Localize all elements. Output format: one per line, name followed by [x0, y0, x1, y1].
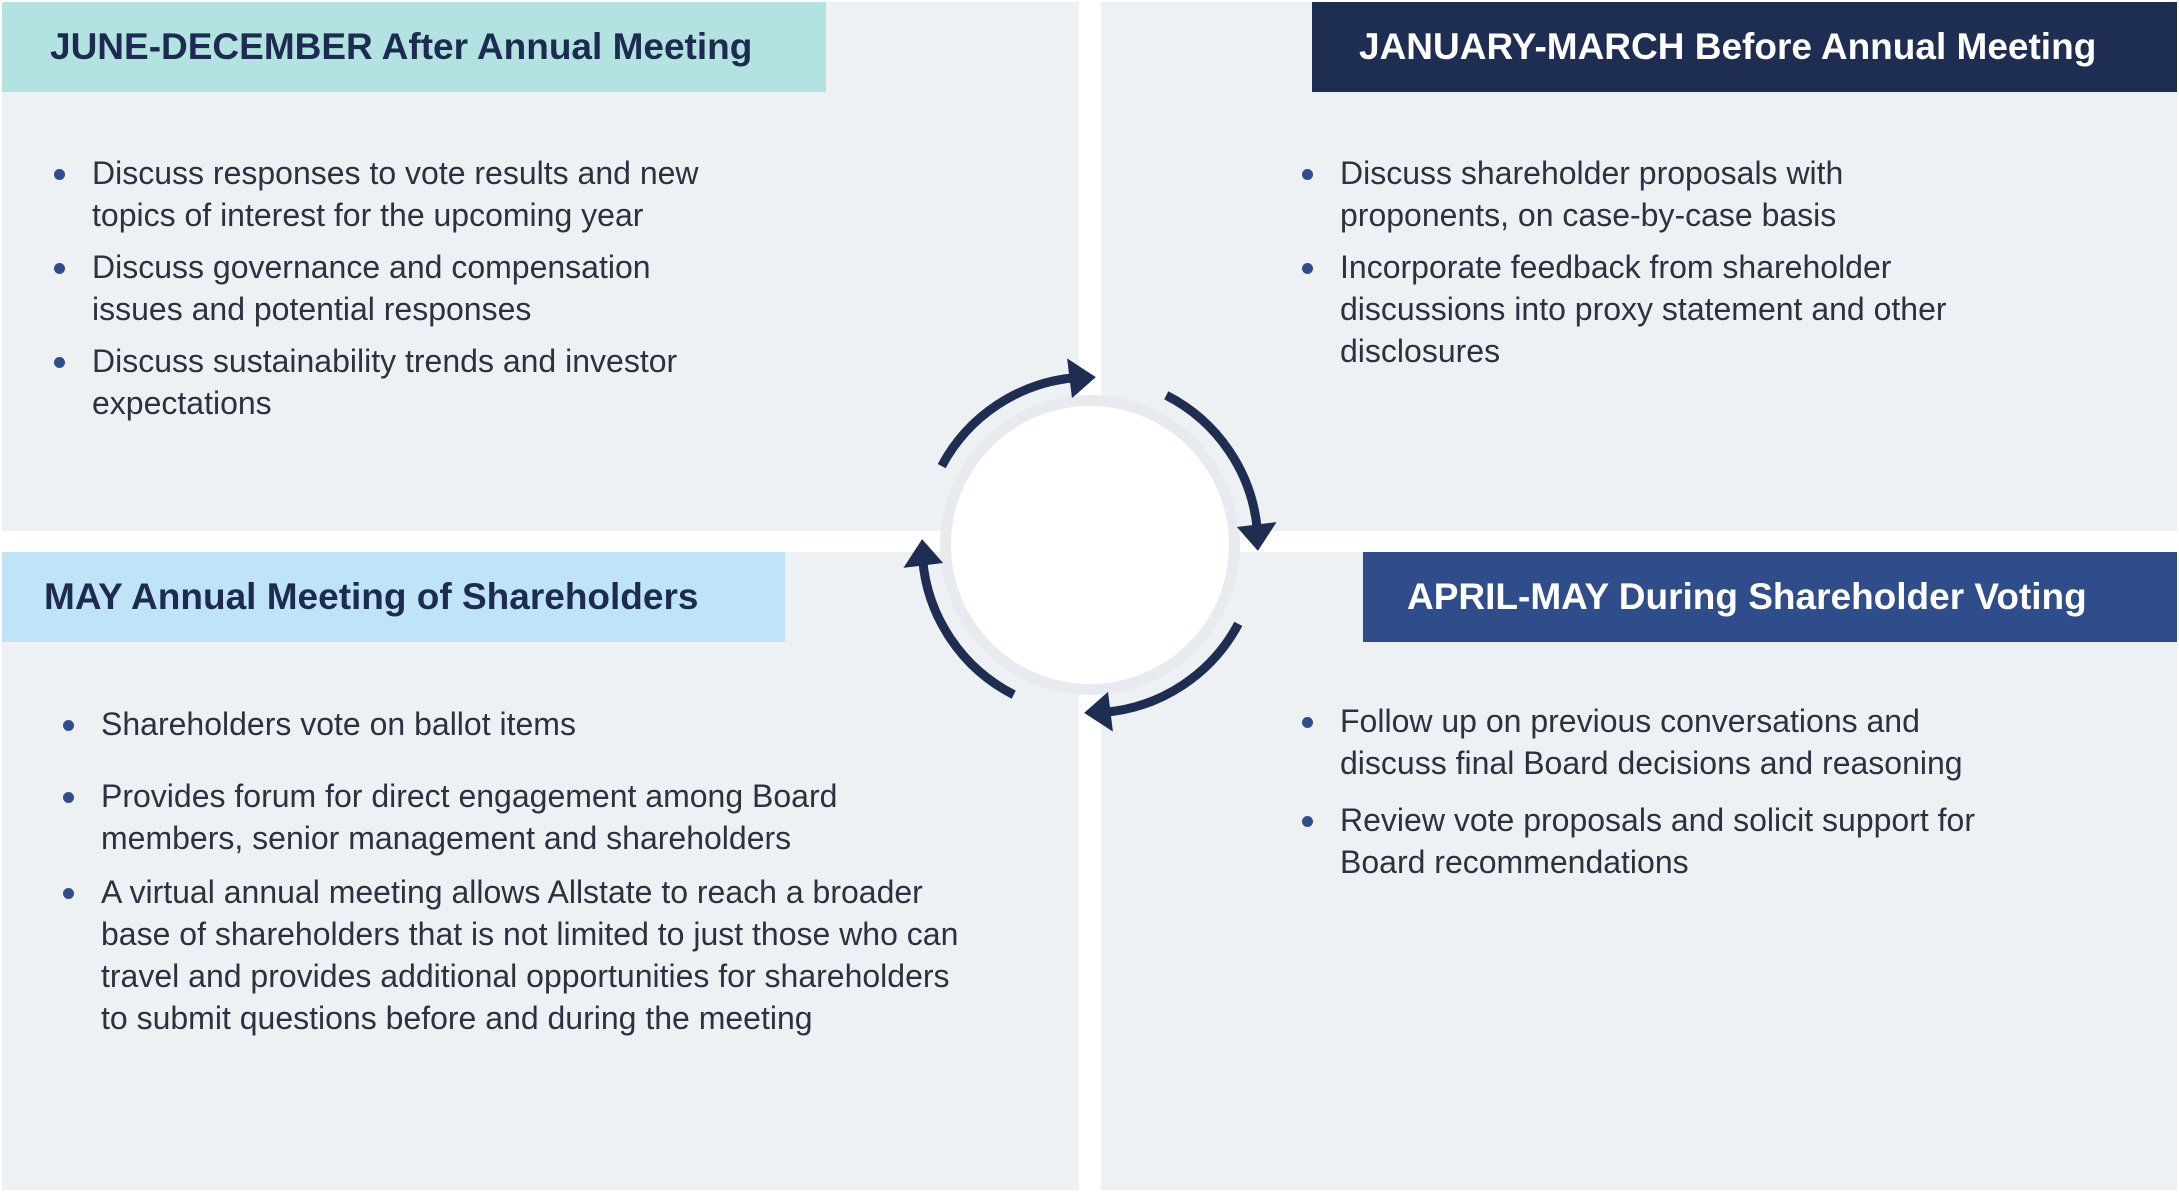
- list-item: Discuss sustainability trends and investor expectations: [51, 340, 711, 424]
- during-voting-header: APRIL-MAY During Shareholder Voting: [1363, 552, 2177, 642]
- list-item: Review vote proposals and solicit support for Board recommendations: [1299, 799, 1999, 883]
- list-item: Discuss governance and compensation issues and potential responses: [51, 246, 711, 330]
- arrow-to-after-meeting-head: [903, 539, 943, 568]
- cycle-center: [951, 406, 1229, 684]
- arrow-to-during-voting-head: [1237, 522, 1277, 551]
- list-item: Discuss responses to vote results and new topics of interest for the upcoming year: [51, 152, 711, 236]
- list-item: Shareholders vote on ballot items: [60, 703, 960, 745]
- list-item: A virtual annual meeting allows Allstate to reach a broader base of shareholders that is not limited to just those who can travel and provides additional opportunities for shareholders to submit questions before and during the meeting: [60, 871, 960, 1039]
- arrow-to-before-meeting-head: [1067, 358, 1096, 398]
- list-item: Incorporate feedback from shareholder discussions into proxy statement and other disclosures: [1299, 246, 1999, 372]
- annual-meeting-header: MAY Annual Meeting of Shareholders: [2, 552, 785, 642]
- list-item: Follow up on previous conversations and discuss final Board decisions and reasoning: [1299, 700, 1999, 784]
- list-item: Provides forum for direct engagement among Board members, senior management and shareholders: [60, 775, 960, 859]
- list-item: Discuss shareholder proposals with proponents, on case-by-case basis: [1299, 152, 1999, 236]
- arrow-to-annual-meeting-head: [1084, 692, 1113, 732]
- before-meeting-header: JANUARY-MARCH Before Annual Meeting: [1312, 2, 2177, 92]
- after-meeting-header: JUNE-DECEMBER After Annual Meeting: [2, 2, 826, 92]
